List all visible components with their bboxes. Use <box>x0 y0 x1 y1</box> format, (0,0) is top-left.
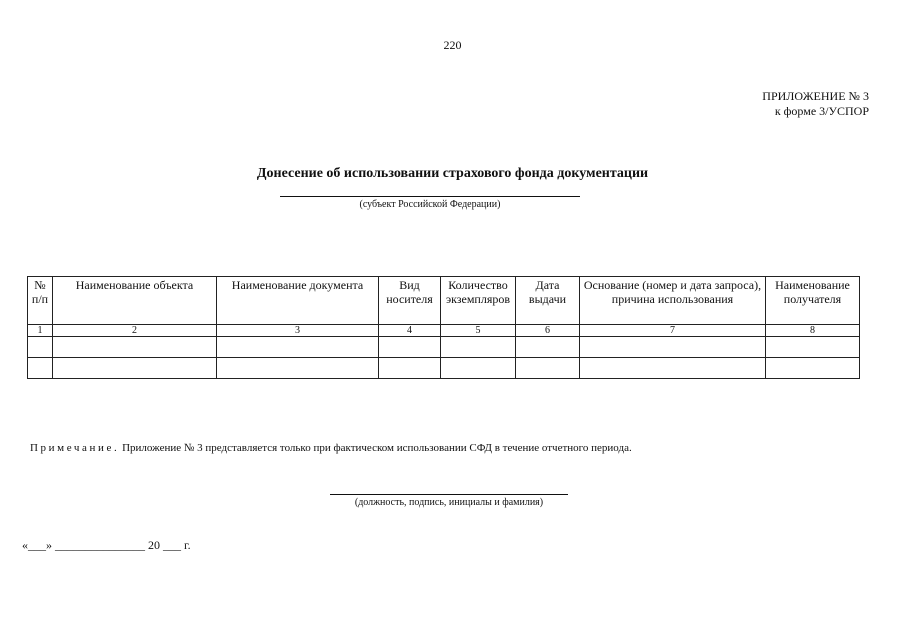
header-cell-copies: Количество экземпляров <box>441 277 516 325</box>
header-cell-media-type: Вид носителя <box>379 277 441 325</box>
table-cell[interactable] <box>217 358 379 379</box>
header-cell-recipient: Наименование получателя <box>766 277 860 325</box>
column-number: 5 <box>441 325 516 337</box>
column-number: 8 <box>766 325 860 337</box>
column-number-row <box>28 325 860 337</box>
column-number: 3 <box>217 325 379 337</box>
header-cell-basis: Основание (номер и дата запроса), причина использования <box>580 277 766 325</box>
appendix-line-1: ПРИЛОЖЕНИЕ № 3 <box>762 89 869 103</box>
table-row <box>28 358 860 379</box>
table-header-row <box>28 277 860 325</box>
column-number: 7 <box>580 325 766 337</box>
table-row <box>28 337 860 358</box>
table-cell[interactable] <box>580 337 766 358</box>
table-cell[interactable] <box>379 337 441 358</box>
table-cell[interactable] <box>516 358 580 379</box>
note <box>30 442 632 454</box>
appendix-header <box>762 89 869 119</box>
column-number: 2 <box>53 325 217 337</box>
table-cell[interactable] <box>766 337 860 358</box>
table-cell[interactable] <box>53 358 217 379</box>
table-cell[interactable] <box>766 358 860 379</box>
table-cell[interactable] <box>28 337 53 358</box>
header-cell-issue-date: Дата выдачи <box>516 277 580 325</box>
table-cell[interactable] <box>580 358 766 379</box>
column-number: 1 <box>28 325 53 337</box>
table-cell[interactable] <box>379 358 441 379</box>
column-number: 4 <box>379 325 441 337</box>
column-number: 6 <box>516 325 580 337</box>
appendix-line-2: к форме 3/УСПОР <box>774 104 869 118</box>
note-label: Примечание. <box>30 442 120 454</box>
signature-caption: (должность, подпись, инициалы и фамилия) <box>354 497 544 508</box>
table-cell[interactable] <box>28 358 53 379</box>
page-number: 220 <box>443 38 462 52</box>
table-cell[interactable] <box>516 337 580 358</box>
signature-line <box>330 494 568 495</box>
note-text: Приложение № 3 представляется только при фактическом использовании СФД в течение отчетного периода. <box>122 442 632 454</box>
document-title: Донесение об использовании страхового фонда документации <box>256 166 649 181</box>
date-line: «___» _______________ 20 ___ г. <box>22 538 191 552</box>
report-table <box>27 276 860 379</box>
table-cell[interactable] <box>53 337 217 358</box>
header-cell-number: № п/п <box>28 277 53 325</box>
table-cell[interactable] <box>441 337 516 358</box>
subject-caption: (субъект Российской Федерации) <box>359 199 501 210</box>
header-cell-document-name: Наименование документа <box>217 277 379 325</box>
subject-underline <box>280 196 580 197</box>
table-cell[interactable] <box>441 358 516 379</box>
header-cell-object-name: Наименование объекта <box>53 277 217 325</box>
table-cell[interactable] <box>217 337 379 358</box>
